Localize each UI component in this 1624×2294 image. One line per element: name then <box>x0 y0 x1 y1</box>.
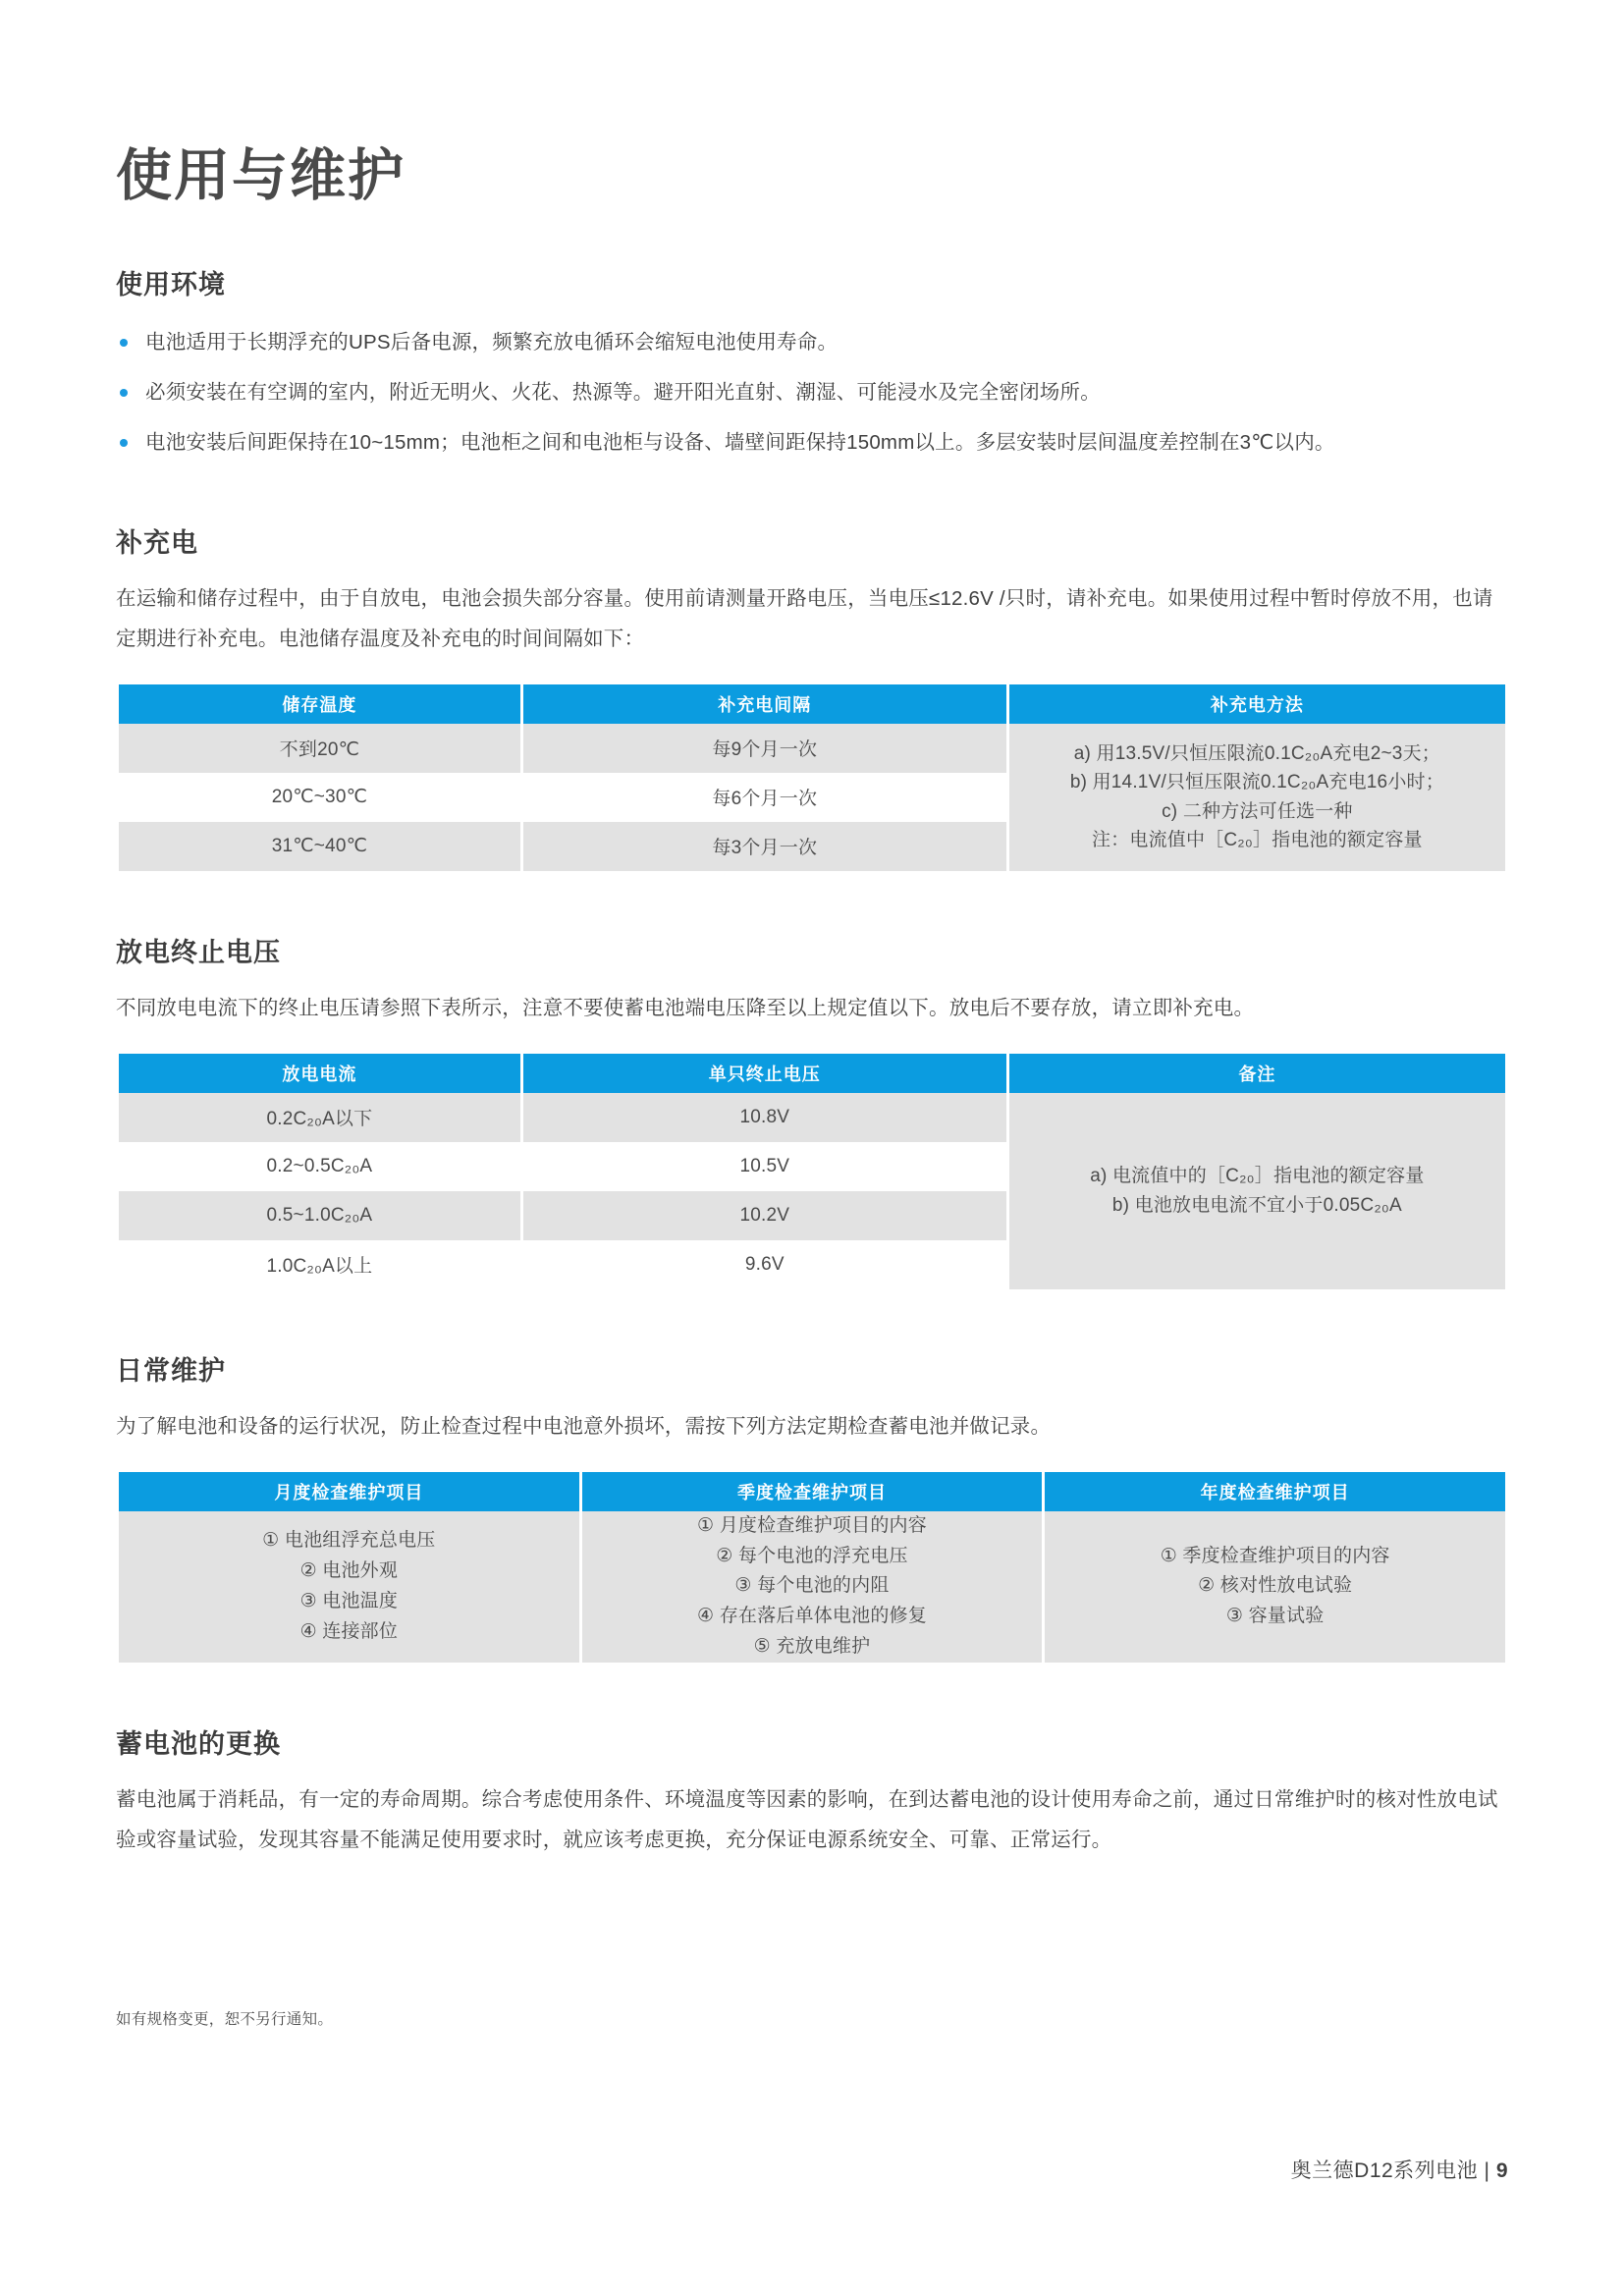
column-header-cutoff-voltage: 单只终止电压 <box>523 1054 1006 1093</box>
table-row <box>119 1511 1505 1663</box>
column-header-remarks: 备注 <box>1009 1054 1505 1093</box>
section-paragraph-battery-replacement: 蓄电池属于消耗品，有一定的寿命周期。综合考虑使用条件、环境温度等因素的影响，在到达蓄电池的设计使用寿命之前，通过日常维护时的核对性放电试验或容量试验，发现其容量不能满足使用要求时，就应该考虑更换，充分保证电源系统安全、可靠、正常运行。 <box>116 1787 1498 1851</box>
column-header-annual-items: 年度检查维护项目 <box>1045 1472 1505 1511</box>
bullet-dot-icon <box>120 389 128 397</box>
cell-storage-temperature: 31℃~40℃ <box>119 822 520 871</box>
table-header-row <box>119 684 1505 724</box>
bullet-dot-icon <box>120 439 128 447</box>
cell-cutoff-voltage: 10.5V <box>523 1142 1006 1191</box>
table-row <box>119 1093 1505 1142</box>
column-header-storage-temperature: 储存温度 <box>119 684 520 724</box>
list-item <box>116 374 1508 411</box>
cell-recharge-interval: 每9个月一次 <box>523 724 1006 773</box>
maintenance-item: ② 每个电池的浮充电压 <box>716 1545 908 1566</box>
maintenance-item: ④ 连接部位 <box>299 1620 399 1642</box>
section-heading-battery-replacement: 蓄电池的更换 <box>116 1728 281 1759</box>
method-line: c) 二种方法可任选一种 <box>1162 800 1353 822</box>
cell-discharge-current: 0.2C₂₀A以下 <box>119 1093 520 1142</box>
maintenance-item: ① 月度检查维护项目的内容 <box>697 1514 927 1536</box>
cell-cutoff-voltage: 10.8V <box>523 1093 1006 1142</box>
footer-brand: 奥兰德D12系列电池 | <box>1290 2159 1496 2182</box>
method-line: 注：电流值中［C₂₀］指电池的额定容量 <box>1091 830 1423 851</box>
remark-line: b) 电池放电电流不宜小于0.05C₂₀A <box>1111 1194 1402 1216</box>
table-row <box>119 724 1505 773</box>
maintenance-item: ③ 电池温度 <box>299 1590 399 1611</box>
cell-recharge-interval: 每6个月一次 <box>523 773 1006 822</box>
section-heading-recharge: 补充电 <box>116 527 198 558</box>
cell-cutoff-voltage: 10.2V <box>523 1191 1006 1240</box>
cell-storage-temperature: 不到20℃ <box>119 724 520 773</box>
table-header-row <box>119 1054 1505 1093</box>
maintenance-item: ③ 每个电池的内阻 <box>734 1575 890 1597</box>
cell-monthly-items <box>119 1511 579 1663</box>
method-line: a) 用13.5V/只恒压限流0.1C₂₀A充电2~3天； <box>1073 742 1440 764</box>
cell-quarterly-items <box>582 1511 1043 1663</box>
list-item-text: 电池安装后间距保持在10~15mm；电池柜之间和电池柜与设备、墙壁间距保持150mm以上。多层安装时层间温度差控制在3℃以内。 <box>145 430 1335 454</box>
maintenance-item: ② 核对性放电试验 <box>1198 1575 1353 1597</box>
cell-remarks <box>1009 1093 1505 1289</box>
maintenance-item: ④ 存在落后单体电池的修复 <box>697 1606 927 1627</box>
list-item <box>116 324 1508 361</box>
page-title: 使用与维护 <box>116 144 406 207</box>
disclaimer-text: 如有规格变更，恕不另行通知。 <box>116 2011 334 2028</box>
cell-storage-temperature: 20℃~30℃ <box>119 773 520 822</box>
column-header-recharge-method: 补充电方法 <box>1009 684 1505 724</box>
column-header-quarterly-items: 季度检查维护项目 <box>582 1472 1043 1511</box>
section-paragraph-recharge: 在运输和储存过程中，由于自放电，电池会损失部分容量。使用前请测量开路电压，当电压≤12.6V /只时，请补充电。如果使用过程中暂时停放不用，也请定期进行补充电。电池储存温度及补充电的时间间隔如下： <box>116 586 1493 650</box>
cell-annual-items <box>1045 1511 1505 1663</box>
recharge-table <box>116 684 1508 871</box>
section-heading-routine-maintenance: 日常维护 <box>116 1355 226 1386</box>
section-paragraph-cutoff-voltage: 不同放电电流下的终止电压请参照下表所示，注意不要使蓄电池端电压降至以上规定值以下。放电后不要存放，请立即补充电。 <box>116 996 1255 1019</box>
cell-recharge-method <box>1009 724 1505 871</box>
list-item-text: 必须安装在有空调的室内，附近无明火、火花、热源等。避开阳光直射、潮湿、可能浸水及完全密闭场所。 <box>145 380 1101 404</box>
method-line: b) 用14.1V/只恒压限流0.1C₂₀A充电16小时； <box>1069 772 1444 793</box>
cell-discharge-current: 1.0C₂₀A以上 <box>119 1240 520 1289</box>
page-footer <box>1291 2155 1508 2184</box>
maintenance-item: ⑤ 充放电维护 <box>753 1635 871 1657</box>
cell-recharge-interval: 每3个月一次 <box>523 822 1006 871</box>
section-heading-environment: 使用环境 <box>116 269 226 300</box>
maintenance-table <box>116 1472 1508 1663</box>
column-header-discharge-current: 放电电流 <box>119 1054 520 1093</box>
remark-line: a) 电流值中的［C₂₀］指电池的额定容量 <box>1090 1166 1425 1187</box>
environment-bullet-list <box>116 324 1508 462</box>
footer-page-number: 9 <box>1495 2159 1508 2182</box>
list-item-text: 电池适用于长期浮充的UPS后备电源，频繁充放电循环会缩短电池使用寿命。 <box>145 330 839 354</box>
maintenance-item: ③ 容量试验 <box>1225 1606 1325 1627</box>
bullet-dot-icon <box>120 339 128 347</box>
maintenance-item: ① 季度检查维护项目的内容 <box>1160 1545 1390 1566</box>
section-heading-cutoff-voltage: 放电终止电压 <box>116 937 281 967</box>
maintenance-item: ② 电池外观 <box>299 1559 399 1581</box>
cell-discharge-current: 0.5~1.0C₂₀A <box>119 1191 520 1240</box>
cell-cutoff-voltage: 9.6V <box>523 1240 1006 1289</box>
maintenance-item: ① 电池组浮充总电压 <box>262 1530 436 1552</box>
section-paragraph-routine-maintenance: 为了解电池和设备的运行状况，防止检查过程中电池意外损坏，需按下列方法定期检查蓄电池并做记录。 <box>116 1414 1052 1438</box>
column-header-monthly-items: 月度检查维护项目 <box>119 1472 579 1511</box>
cutoff-voltage-table <box>116 1054 1508 1289</box>
cell-discharge-current: 0.2~0.5C₂₀A <box>119 1142 520 1191</box>
list-item <box>116 424 1508 462</box>
table-header-row <box>119 1472 1505 1511</box>
column-header-recharge-interval: 补充电间隔 <box>523 684 1006 724</box>
